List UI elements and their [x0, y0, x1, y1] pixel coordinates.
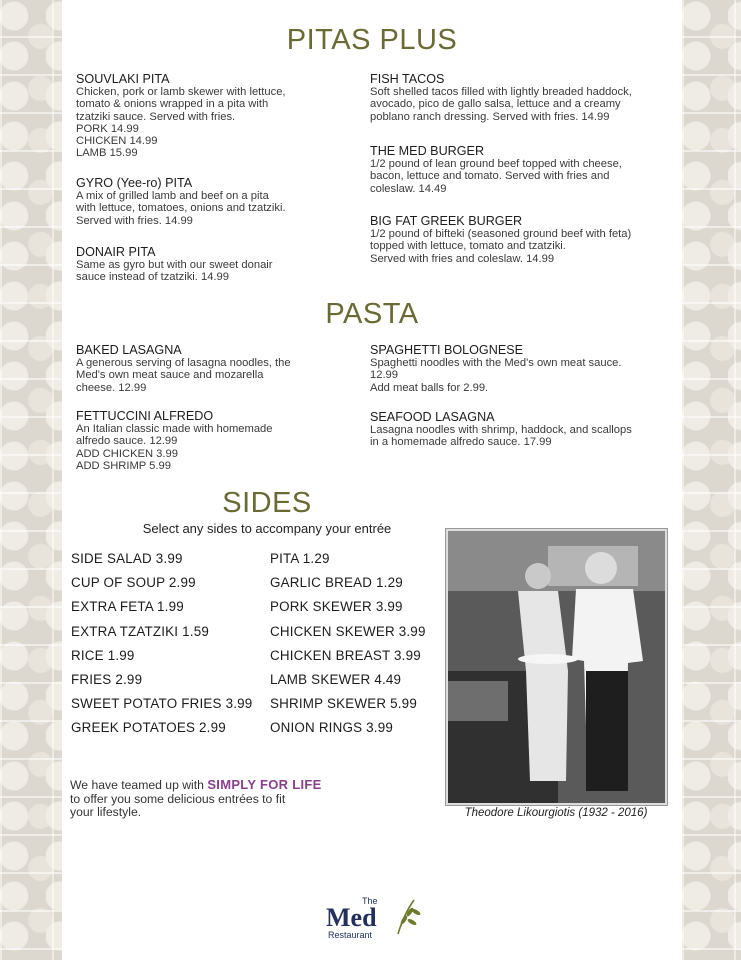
item-desc: alfredo sauce. 12.99: [76, 435, 178, 448]
side-item: EXTRA TZATZIKI 1.59: [71, 624, 209, 639]
simply-for-life-logo: SIMPLY FOR LIFE: [207, 777, 322, 792]
promo-line: your lifestyle.: [70, 805, 142, 820]
sides-heading: SIDES: [222, 487, 312, 519]
item-price: PORK 14.99: [76, 122, 139, 135]
logo-the: The: [362, 896, 378, 906]
item-desc: tzatziki sauce. Served with fries.: [76, 110, 236, 123]
side-item: SWEET POTATO FRIES 3.99: [71, 696, 253, 711]
item-name: FETTUCCINI ALFREDO: [76, 409, 214, 423]
side-item: LAMB SKEWER 4.49: [270, 672, 402, 687]
item-desc: 1/2 pound of lean ground beef topped with cheese,: [370, 158, 622, 170]
item-desc: Served with fries. 14.99: [76, 214, 193, 227]
side-item: SIDE SALAD 3.99: [71, 551, 183, 566]
item-addon: ADD SHRIMP 5.99: [76, 459, 171, 472]
sides-subtitle: Select any sides to accompany your entrée: [142, 521, 392, 536]
side-item: GREEK POTATOES 2.99: [71, 720, 226, 735]
menu-item-souvlaki: [76, 72, 286, 160]
item-name: SPAGHETTI BOLOGNESE: [370, 343, 524, 357]
side-item: GARLIC BREAD 1.29: [270, 575, 403, 590]
side-item: SHRIMP SKEWER 5.99: [270, 696, 417, 711]
item-desc: Lasagna noodles with shrimp, haddock, and scallops: [370, 424, 632, 436]
item-name: DONAIR PITA: [76, 245, 156, 259]
side-item: CHICKEN BREAST 3.99: [270, 648, 421, 663]
pitas-heading: PITAS PLUS: [286, 24, 458, 56]
item-desc: Spaghetti noodles with the Med's own meat sauce.: [370, 357, 622, 369]
menu-item-gyro: [76, 176, 286, 227]
item-desc: avocado, pico de gallo salsa, lettuce and a creamy: [370, 98, 621, 111]
item-desc: sauce instead of tzatziki. 14.99: [76, 271, 229, 284]
menu-item-fettuccini: [76, 409, 273, 472]
item-name: THE MED BURGER: [370, 144, 485, 158]
promo-line: to offer you some delicious entrées to fit: [70, 791, 286, 806]
side-item: CHICKEN SKEWER 3.99: [270, 624, 426, 639]
item-desc: coleslaw. 14.49: [370, 182, 447, 195]
item-desc: topped with lettuce, tomato and tzatziki.: [370, 240, 566, 253]
item-desc: A generous serving of lasagna noodles, the: [76, 357, 291, 369]
logo-graphic: [326, 894, 426, 942]
menu-item-spaghetti: [370, 343, 622, 394]
item-name: BIG FAT GREEK BURGER: [370, 214, 523, 228]
item-desc: Same as gyro but with our sweet donair: [76, 259, 273, 271]
promo-text: [70, 778, 350, 820]
item-desc: Chicken, pork or lamb skewer with lettuce,: [76, 86, 286, 98]
menu-item-med-burger: [370, 144, 622, 195]
pasta-heading: PASTA: [325, 298, 419, 330]
item-desc: A mix of grilled lamb and beef on a pita: [76, 190, 269, 202]
item-desc: bacon, lettuce and tomato. Served with fries and: [370, 170, 610, 183]
item-desc: Served with fries and coleslaw. 14.99: [370, 252, 555, 265]
logo-med: Med: [326, 903, 377, 932]
item-desc: with lettuce, tomatoes, onions and tzatziki.: [76, 202, 286, 215]
side-item: ONION RINGS 3.99: [270, 720, 394, 735]
side-item: CUP OF SOUP 2.99: [71, 575, 196, 590]
item-addon: Add meat balls for 2.99.: [370, 381, 489, 394]
item-name: BAKED LASAGNA: [76, 343, 182, 357]
item-name: FISH TACOS: [370, 72, 445, 86]
side-item: EXTRA FETA 1.99: [71, 599, 184, 614]
item-desc: cheese. 12.99: [76, 381, 147, 394]
historic-photo: [446, 529, 667, 805]
item-name: GYRO (Yee-ro) PITA: [76, 176, 193, 190]
stone-wall-left: [0, 0, 62, 960]
logo-restaurant: Restaurant: [328, 930, 373, 940]
item-desc: An Italian classic made with homemade: [76, 423, 273, 435]
item-desc: tomato & onions wrapped in a pita with: [76, 98, 269, 111]
menu-item-fish-tacos: [370, 72, 632, 123]
restaurant-logo: [326, 894, 426, 942]
side-item: PORK SKEWER 3.99: [270, 599, 403, 614]
item-desc: in a homemade alfredo sauce. 17.99: [370, 436, 552, 449]
item-price: LAMB 15.99: [76, 147, 138, 160]
item-addon: ADD CHICKEN 3.99: [76, 447, 178, 460]
menu-item-seafood-lasagna: [370, 410, 632, 449]
stone-wall-right: [682, 0, 741, 960]
item-price: 12.99: [370, 369, 398, 382]
item-desc: poblano ranch dressing. Served with fries. 14.99: [370, 110, 610, 123]
menu-item-lasagna: [76, 343, 291, 394]
photo-illustration: [448, 531, 665, 803]
promo-line: We have teamed up with: [70, 778, 204, 792]
item-desc: Med's own meat sauce and mozarella: [76, 369, 264, 382]
item-desc: Soft shelled tacos filled with lightly breaded haddock,: [370, 86, 632, 98]
item-price: CHICKEN 14.99: [76, 135, 158, 148]
item-name: SOUVLAKI PITA: [76, 72, 170, 86]
menu-item-greek-burger: [370, 214, 631, 265]
item-name: SEAFOOD LASAGNA: [370, 410, 495, 424]
side-item: FRIES 2.99: [71, 672, 143, 687]
photo-caption: Theodore Likourgiotis (1932 - 2016): [464, 807, 648, 819]
item-desc: 1/2 pound of bifteki (seasoned ground beef with feta): [370, 228, 632, 240]
side-item: RICE 1.99: [71, 648, 135, 663]
menu-item-donair: [76, 245, 273, 284]
side-item: PITA 1.29: [270, 551, 330, 566]
